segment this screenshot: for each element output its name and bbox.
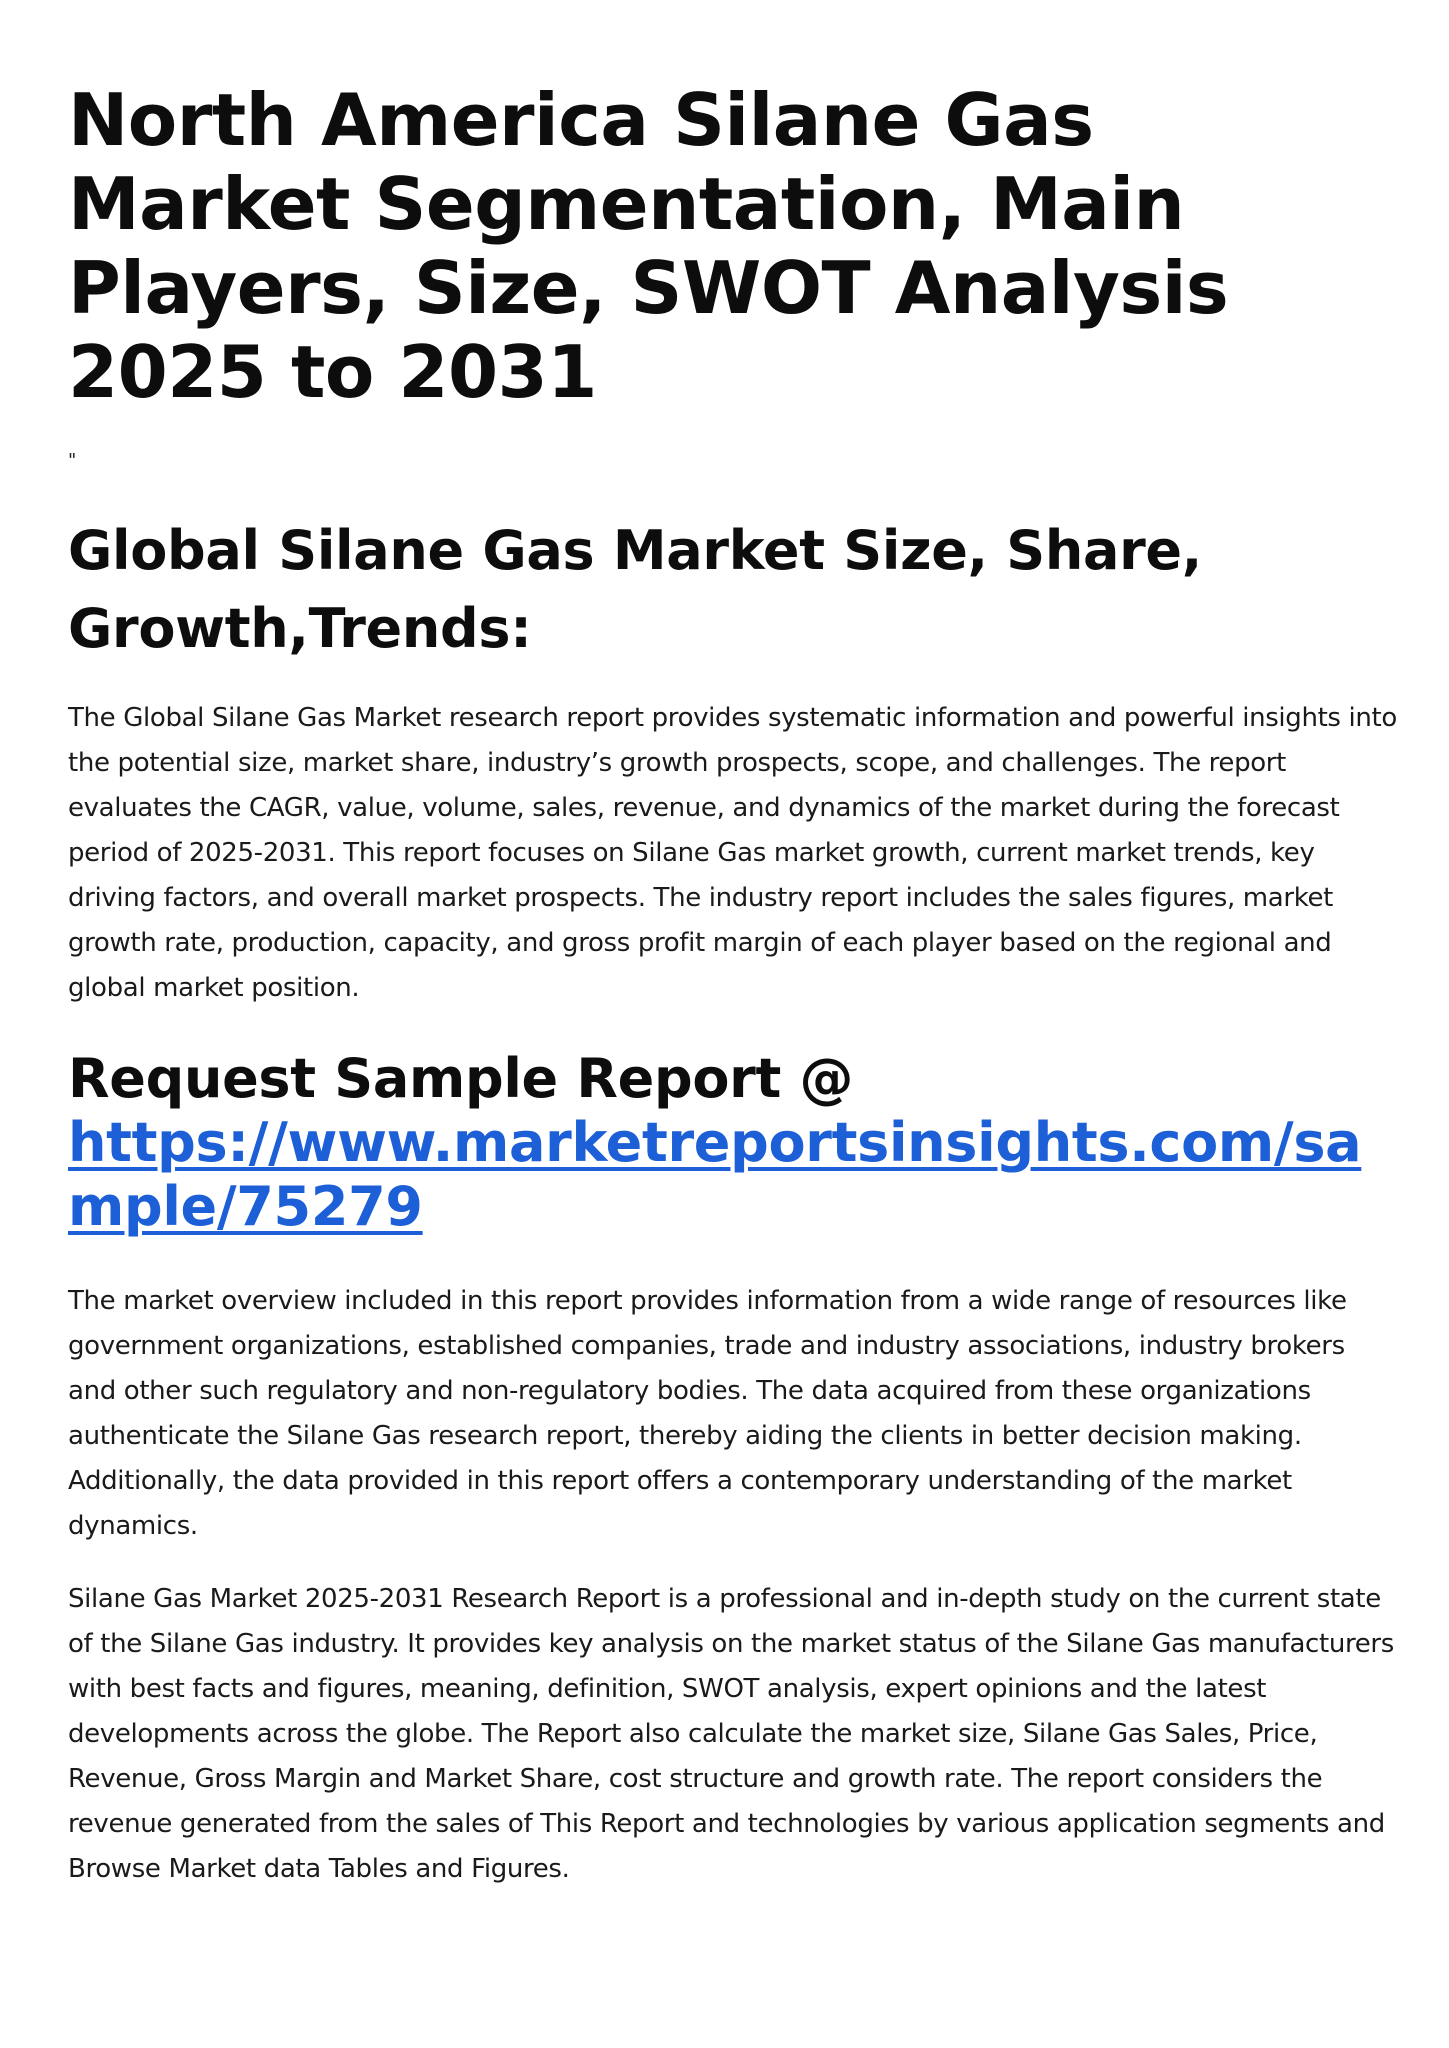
intro-paragraph: The Global Silane Gas Market research report provides systematic information and powerful insights into the potential size, market share, industry’s growth prospects, scope, and challenges. The report evaluates the CAGR, value, volume, sales, revenue, and dynamics of the market during the forecast period of 2025-2031. This report focuses on Silane Gas market growth, current market trends, key driving factors, and overall market prospects. The industry report includes the sales figures, market growth rate, production, capacity, and gross profit margin of each player based on the regional and global market position. [68, 703, 1397, 1003]
sample-report-link[interactable]: https://www.marketreportsinsights.com/sample/75279 [68, 1111, 1362, 1238]
request-sample-heading: Request Sample Report @ [68, 1047, 854, 1110]
stray-quote-mark: " [68, 450, 77, 471]
document-page [68, 78, 1398, 1892]
overview-paragraph: The market overview included in this report provides information from a wide range of resources like government organizations, established companies, trade and industry associations, industry brokers and other such regulatory and non-regulatory bodies. The data acquired from these organizations authenticate the Silane Gas research report, thereby aiding the clients in better decision making. Additionally, the data provided in this report offers a contemporary understanding of the market dynamics. [68, 1286, 1347, 1541]
document-title: North America Silane Gas Market Segmentation, Main Players, Size, SWOT Analysis 2025 to 2031 [68, 78, 1229, 414]
section-heading: Global Silane Gas Market Size, Share, Growth,Trends: [68, 519, 1202, 660]
sample-request-block [68, 1047, 1398, 1239]
study-paragraph: Silane Gas Market 2025-2031 Research Report is a professional and in-depth study on the current state of the Silane Gas industry. It provides key analysis on the market status of the Silane Gas manufacturers with best facts and figures, meaning, definition, SWOT analysis, expert opinions and the latest developments across the globe. The Report also calculate the market size, Silane Gas Sales, Price, Revenue, Gross Margin and Market Share, cost structure and growth rate. The report considers the revenue generated from the sales of This Report and technologies by various application segments and Browse Market data Tables and Figures. [68, 1584, 1394, 1884]
